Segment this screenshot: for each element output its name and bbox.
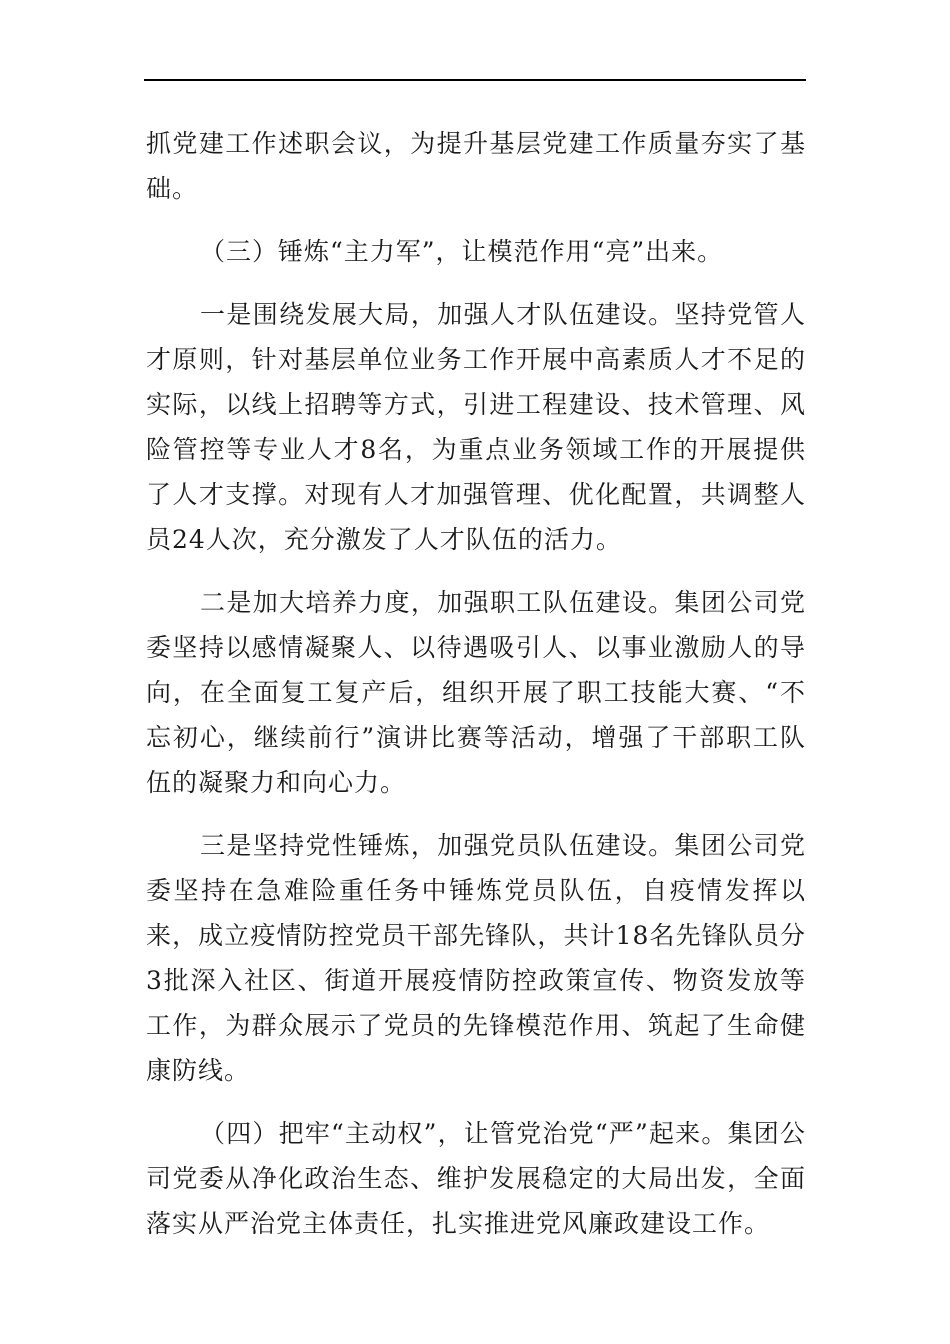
paragraph-party-members: 三是坚持党性锤炼，加强党员队伍建设。集团公司党委坚持在急难险重任务中锤炼党员队伍，自疫情发挥以来，成立疫情防控党员干部先锋队，共计18名先锋队员分3批深入社区、街道开展疫情防控政策宣传、物资发放等工作，为群众展示了党员的先锋模范作用、筑起了生命健康防线。 [146, 831, 806, 1085]
section-heading-4: （四）把牢“主动权”，让管党治党“严”起来。集团公司党委从净化政治生态、维护发展稳定的大局出发，全面落实从严治党主体责任，扎实推进党风廉政建设工作。 [146, 1119, 806, 1238]
section-heading-3: （三）锤炼“主力军”，让模范作用“亮”出来。 [200, 237, 724, 266]
header-rule [144, 79, 806, 81]
document-body [146, 121, 806, 1246]
paragraph-talent: 一是围绕发展大局，加强人才队伍建设。坚持党管人才原则，针对基层单位业务工作开展中高素质人才不足的实际，以线上招聘等方式，引进工程建设、技术管理、风险管控等专业人才8名，为重点业务领域工作的开展提供了人才支撑。对现有人才加强管理、优化配置，共调整人员24人次，充分激发了人才队伍的活力。 [146, 300, 806, 554]
paragraph-continuation: 抓党建工作述职会议，为提升基层党建工作质量夯实了基础。 [146, 129, 806, 203]
paragraph-workforce: 二是加大培养力度，加强职工队伍建设。集团公司党委坚持以感情凝聚人、以待遇吸引人、以事业激励人的导向，在全面复工复产后，组织开展了职工技能大赛、“不忘初心，继续前行”演讲比赛等活动，增强了干部职工队伍的凝聚力和向心力。 [146, 588, 806, 797]
